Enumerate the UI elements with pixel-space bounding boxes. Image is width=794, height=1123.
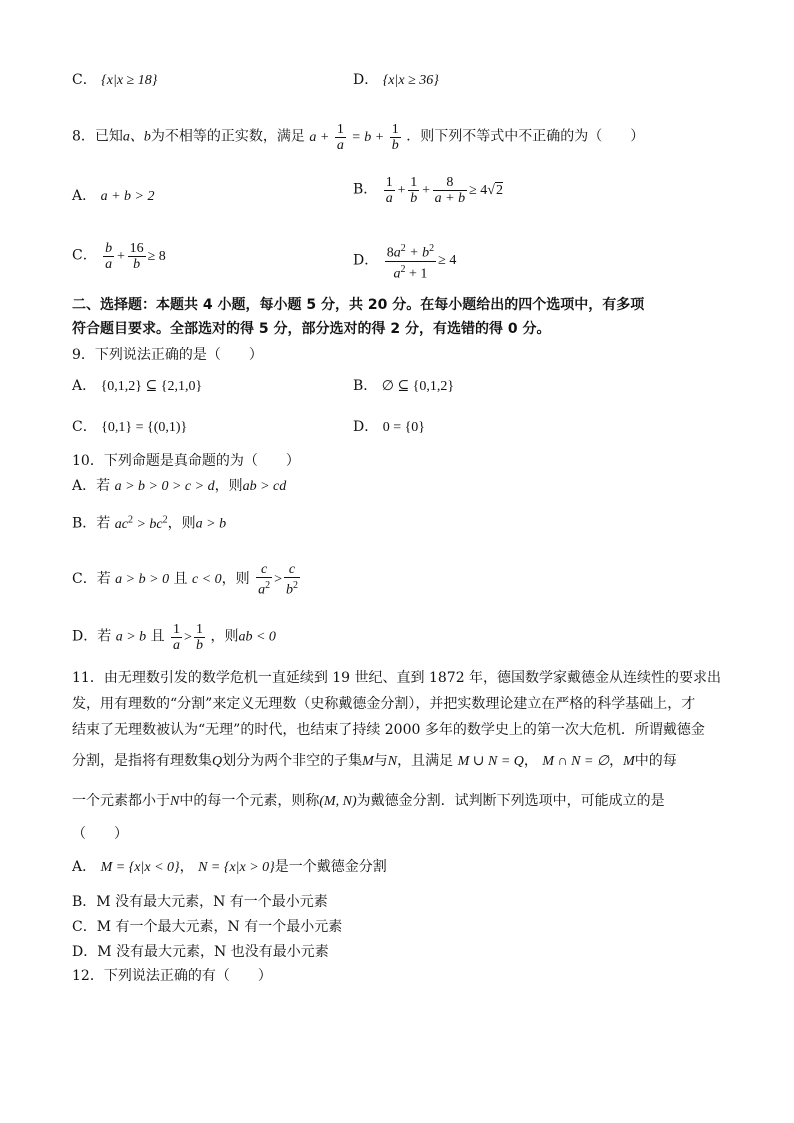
math-expression: {x|x ≥ 18} xyxy=(101,73,158,88)
math-vars: a、b xyxy=(122,129,151,145)
option-label: A． xyxy=(72,859,97,875)
stem-text: 8．已知 xyxy=(72,128,123,145)
option-label: C． xyxy=(72,419,97,435)
math-expression: (M, N) xyxy=(319,794,357,809)
math-expression: a + b > 2 xyxy=(100,189,155,204)
paragraph-text: ， xyxy=(523,753,538,769)
math-expression: $\frac{c}{a^2}$ > $\frac{c}{b^2}$ xyxy=(258,562,299,598)
paragraph-text: ，且满足 xyxy=(397,753,454,769)
math-var: N xyxy=(387,754,398,769)
option-label: D． xyxy=(353,252,379,269)
math-expression: M = {x|x < 0} xyxy=(100,860,180,875)
math-expression: $\frac{8a^2 + b^2}{a^2 + 1}$ ≥ 4 xyxy=(386,243,457,282)
q11-line2: 发，用有理数的“分割”来定义无理数（史称戴德金分割），并把实数理论建立在严格的科学基础上，才 xyxy=(72,696,696,712)
option-text: ，则 xyxy=(221,571,250,588)
q11-line5 xyxy=(72,791,665,812)
option-text: ， xyxy=(179,859,194,875)
option-label: B． xyxy=(353,378,378,394)
math-expression: a > b xyxy=(115,629,147,645)
q8-option-c xyxy=(72,241,166,272)
option-text: 且 xyxy=(173,571,188,588)
section-heading-line2: 符合题目要求。全部选对的得 5 分，部分选对的得 2 分，有选错的得 0 分。 xyxy=(72,321,551,337)
math-expression: $ac^2 > bc^2$ xyxy=(114,514,168,532)
q11-line4 xyxy=(72,751,677,772)
section-heading-line1: 二、选择题：本题共 4 小题，每小题 5 分，共 20 分。在每小题给出的四个选项中，有多项 xyxy=(72,297,645,313)
math-expression: a > b > 0 > c > d xyxy=(114,479,215,494)
q10-option-d xyxy=(72,622,276,653)
option-label: D． xyxy=(353,72,379,88)
fraction: $\frac{1}{b}$ xyxy=(391,122,399,153)
q9-option-d xyxy=(353,417,425,438)
option-label: D． xyxy=(353,419,379,435)
q11-option-b: B．M 没有最大元素，N 有一个最小元素 xyxy=(72,894,328,910)
q10-option-a xyxy=(72,476,286,497)
math-expression: ab > cd xyxy=(242,479,287,494)
paragraph-text: 划分为两个非空的子集 xyxy=(222,753,363,769)
q10-stem: 10．下列命题是真命题的为（ ） xyxy=(72,453,300,469)
q9-option-b xyxy=(353,376,454,397)
q8-stem xyxy=(72,122,644,153)
q9-option-a xyxy=(72,376,202,397)
math-expression: N = {x|x > 0} xyxy=(198,860,275,875)
option-label: C． xyxy=(72,247,97,264)
math-expression: {x|x ≥ 36} xyxy=(382,73,439,88)
fraction: $\frac{1}{a}$ xyxy=(336,122,344,153)
math-expression: $\frac{1}{a}$ > $\frac{1}{b}$ xyxy=(173,622,203,653)
option-text: C．若 xyxy=(72,571,111,588)
paragraph-text: 与 xyxy=(373,753,388,769)
math-var: M xyxy=(362,754,374,769)
paragraph-text: 分割，是指将有理数集 xyxy=(72,753,212,769)
math-expression: {0,1} = {(0,1)} xyxy=(101,420,188,435)
math-var: M xyxy=(623,754,635,769)
option-text: B．若 xyxy=(72,515,111,532)
math-expression: 0 = {0} xyxy=(382,420,426,435)
math-expression: a > b xyxy=(195,516,227,532)
option-text: A．若 xyxy=(72,478,111,494)
q11-option-d: D．M 没有最大元素，N 也没有最小元素 xyxy=(72,944,329,960)
option-text: ，则 xyxy=(210,628,239,645)
q11-line1: 11．由无理数引发的数学危机一直延续到 19 世纪、直到 1872 年，德国数学家戴德金从连续性的要求出 xyxy=(72,670,722,686)
q9-option-c xyxy=(72,417,187,438)
option-text: ，则 xyxy=(214,478,243,494)
paragraph-text: 中的每 xyxy=(634,753,677,769)
q11-option-c: C．M 有一个最大元素，N 有一个最小元素 xyxy=(72,919,343,935)
paragraph-text: 为戴德金分割．试判断下列选项中，可能成立的是 xyxy=(356,793,665,809)
paragraph-text: ， xyxy=(609,753,624,769)
option-text: 且 xyxy=(150,628,165,645)
math-expression: ab < 0 xyxy=(238,629,276,645)
paragraph-text: 一个元素都小于 xyxy=(72,793,170,809)
option-label: C． xyxy=(72,72,97,88)
math-var: Q xyxy=(212,754,223,769)
q10-option-c xyxy=(72,562,302,598)
option-text: ，则 xyxy=(167,515,196,532)
q12-stem: 12．下列说法正确的有（ ） xyxy=(72,968,272,984)
stem-text: ．则下列不等式中不正确的为（ ） xyxy=(406,128,645,145)
option-text: 是一个戴德金分割 xyxy=(274,859,387,875)
math-expression: c < 0 xyxy=(191,572,222,588)
option-label: A． xyxy=(72,378,97,394)
option-label: B． xyxy=(353,181,378,198)
math-expression: {0,1,2} ⊆ {2,1,0} xyxy=(100,379,203,394)
q8-option-a xyxy=(72,186,154,207)
q7-option-c xyxy=(72,70,157,91)
math-condition: a + $\frac{1}{a}$ = b + $\frac{1}{b}$ xyxy=(309,122,399,153)
math-expression: $\frac{1}{a}$ + $\frac{1}{b}$ + $\frac{8}{a + b}$ ≥ 4√2 xyxy=(385,175,503,206)
math-var: N xyxy=(170,794,180,809)
q8-option-d xyxy=(353,241,456,281)
math-expression: $\frac{b}{a}$ + $\frac{16}{b}$ ≥ 8 xyxy=(105,241,166,272)
option-text: D．若 xyxy=(72,628,112,645)
option-label: A． xyxy=(72,188,97,204)
q11-option-a xyxy=(72,857,387,878)
math-expression: a > b > 0 xyxy=(115,572,170,588)
q9-stem: 9．下列说法正确的是（ ） xyxy=(72,347,263,363)
q7-option-d xyxy=(353,70,439,91)
paragraph-text: 中的每一个元素，则称 xyxy=(179,793,320,809)
q8-option-b xyxy=(353,175,503,206)
math-expression: ∅ ⊆ {0,1,2} xyxy=(381,379,455,394)
stem-text: 为不相等的正实数，满足 xyxy=(150,128,305,145)
q10-option-b xyxy=(72,510,226,535)
q11-line3: 结束了无理数被认为“无理”的时代，也结束了持续 2000 多年的数学史上的第一次大危机．所谓戴德金 xyxy=(72,722,705,738)
q11-answer-paren: （ ） xyxy=(72,826,128,842)
math-expression: M ∪ N = Q xyxy=(457,754,524,769)
math-expression: M ∩ N = ∅ xyxy=(542,754,610,769)
